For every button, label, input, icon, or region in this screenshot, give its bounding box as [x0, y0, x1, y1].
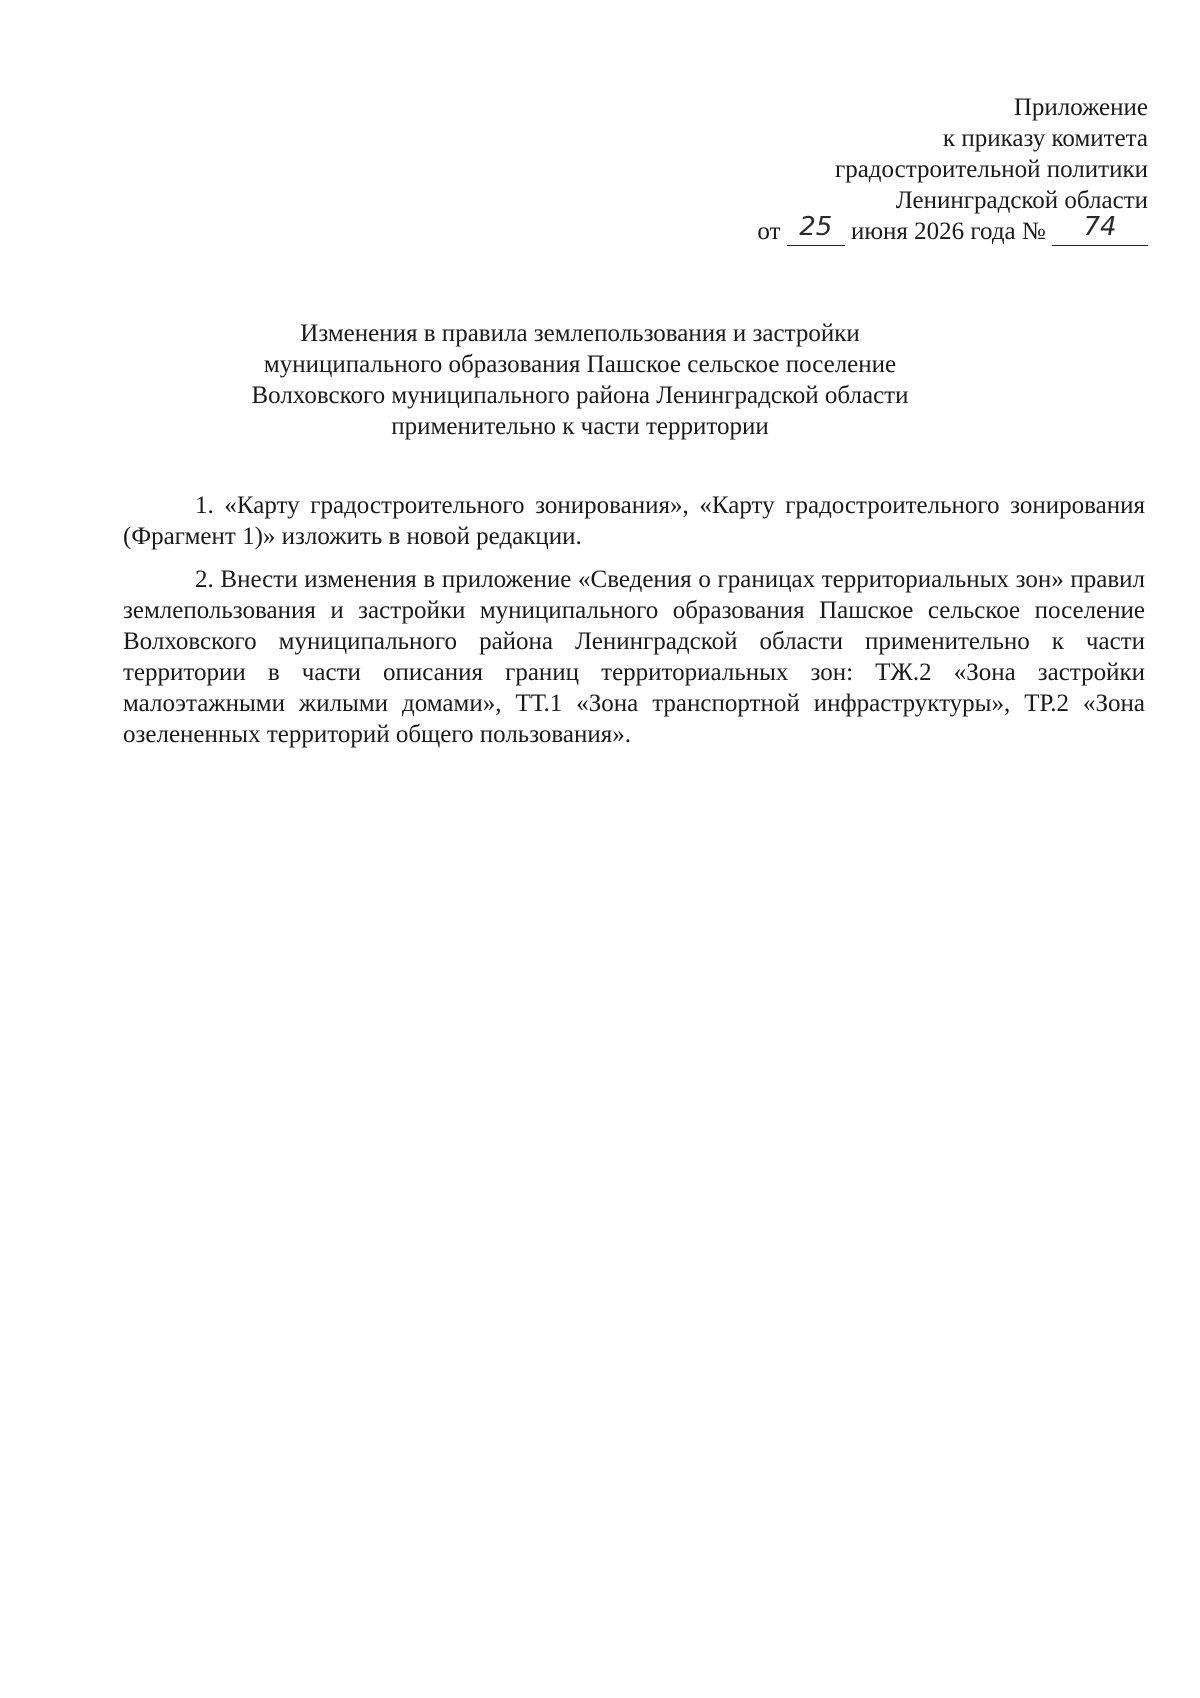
date-month-year: июня 2026 года № [850, 218, 1046, 245]
title-line-3: Волховского муниципального района Ленинградской области [251, 382, 909, 409]
annex-region: Ленинградской области [895, 187, 1148, 214]
annex-date-line [628, 212, 1148, 247]
title-line-2: муниципального образования Пашское сельское поселение [263, 351, 897, 378]
annex-committee: градостроительной политики [834, 156, 1148, 183]
handwritten-number-field [1052, 212, 1148, 246]
handwritten-number: 74 [1083, 212, 1117, 242]
date-prefix: от [757, 218, 781, 245]
title-line-4: применительно к части территории [391, 413, 769, 440]
paragraph-2: 2. Внести изменения в приложение «Сведения о границах территориальных зон» правил землепользования и застройки муниципального образования Пашское сельское поселение Волховского муниципального района Ленинградской области применительно к части территории в части описания границ территориальных зон: ТЖ.2 «Зона застройки малоэтажными жилыми домами», ТТ.1 «Зона транспортной инфраструктуры», ТР.2 «Зона озелененных территорий общего пользования». [123, 566, 1145, 748]
annex-label: Приложение [1013, 94, 1148, 121]
annex-header [628, 92, 1148, 247]
annex-order-ref: к приказу комитета [942, 125, 1148, 152]
document-body [123, 490, 1145, 762]
document-title [200, 318, 960, 442]
paragraph-1: 1. «Карту градостроительного зонирования», «Карту градостроительного зонирования (Фрагмент 1)» изложить в новой редакции. [123, 492, 1145, 550]
handwritten-day: 25 [799, 212, 833, 242]
title-line-1: Изменения в правила землепользования и застройки [300, 320, 860, 347]
handwritten-day-field [787, 212, 845, 246]
